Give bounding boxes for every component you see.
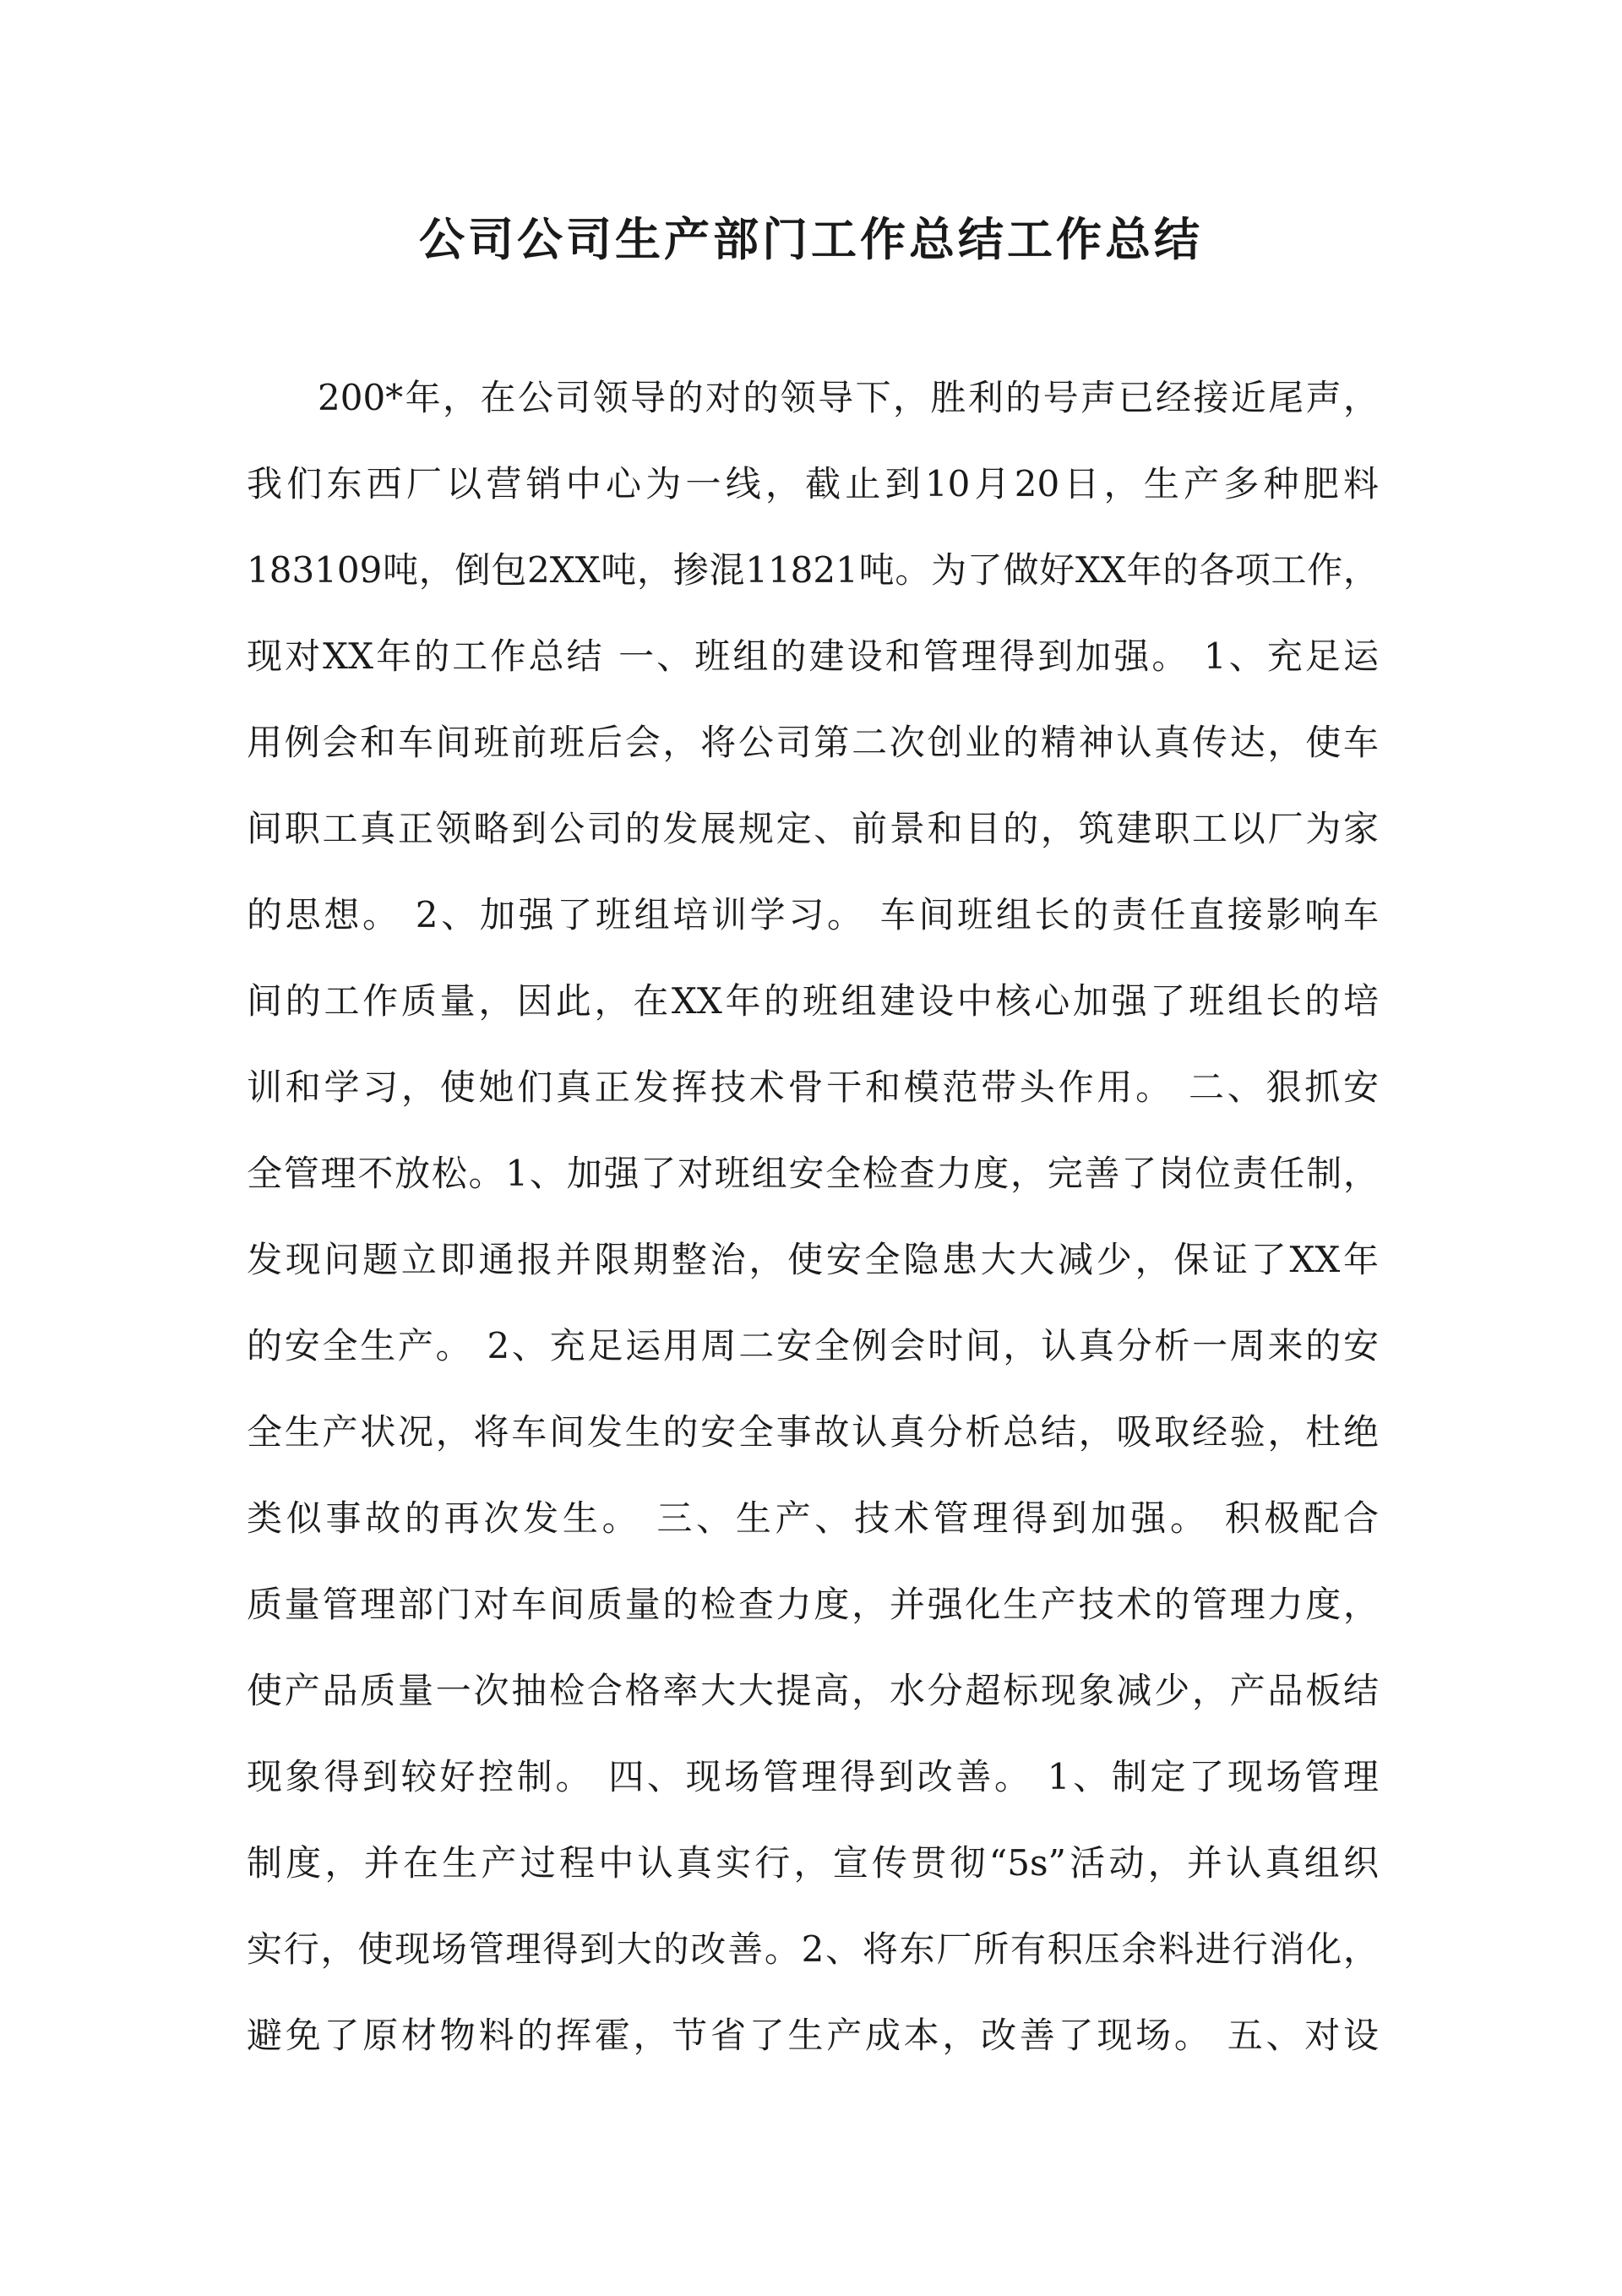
body-line: 现象得到较好控制。 四、现场管理得到改善。 1、制定了现场管理 bbox=[247, 1756, 1379, 1797]
body-line: 现对XX年的工作总结 一、班组的建设和管理得到加强。 1、充足运 bbox=[247, 635, 1379, 677]
body-line: 的安全生产。 2、充足运用周二安全例会时间，认真分析一周来的安 bbox=[247, 1325, 1379, 1366]
body-line: 我们东西厂以营销中心为一线，截止到10月20日，生产多种肥料 bbox=[247, 463, 1379, 504]
body-line: 避免了原材物料的挥霍，节省了生产成本，改善了现场。 五、对设 bbox=[247, 2015, 1379, 2056]
body-line: 间职工真正领略到公司的发展规定、前景和目的，筑建职工以厂为家 bbox=[247, 808, 1379, 849]
body-line: 制度，并在生产过程中认真实行，宣传贯彻“5s”活动，并认真组织 bbox=[247, 1842, 1379, 1884]
document-title: 公司公司生产部门工作总结工作总结 bbox=[419, 212, 1203, 266]
body-line: 实行，使现场管理得到大的改善。2、将东厂所有积压余料进行消化， bbox=[247, 1928, 1379, 1970]
body-line: 的思想。 2、加强了班组培训学习。 车间班组长的责任直接影响车 bbox=[247, 894, 1379, 935]
body-line: 全管理不放松。1、加强了对班组安全检查力度，完善了岗位责任制， bbox=[247, 1153, 1379, 1194]
body-line: 全生产状况，将车间发生的安全事故认真分析总结，吸取经验，杜绝 bbox=[247, 1411, 1379, 1453]
body-line: 间的工作质量，因此，在XX年的班组建设中核心加强了班组长的培 bbox=[247, 980, 1379, 1022]
document-body bbox=[247, 355, 1379, 2079]
body-line: 使产品质量一次抽检合格率大大提高，水分超标现象减少，产品板结 bbox=[247, 1670, 1379, 1711]
body-line: 发现问题立即通报并限期整治，使安全隐患大大减少，保证了XX年 bbox=[247, 1239, 1379, 1280]
body-line: 训和学习，使她们真正发挥技术骨干和模范带头作用。 二、狠抓安 bbox=[247, 1066, 1379, 1108]
body-line: 183109吨，倒包2XX吨，掺混11821吨。为了做好XX年的各项工作， bbox=[247, 549, 1379, 591]
body-line: 用例会和车间班前班后会，将公司第二次创业的精神认真传达，使车 bbox=[247, 722, 1379, 763]
body-line: 质量管理部门对车间质量的检查力度，并强化生产技术的管理力度， bbox=[247, 1584, 1379, 1625]
body-line: 200*年，在公司领导的对的领导下，胜利的号声已经接近尾声， bbox=[318, 377, 1379, 418]
body-line: 类似事故的再次发生。 三、生产、技术管理得到加强。 积极配合 bbox=[247, 1497, 1379, 1539]
